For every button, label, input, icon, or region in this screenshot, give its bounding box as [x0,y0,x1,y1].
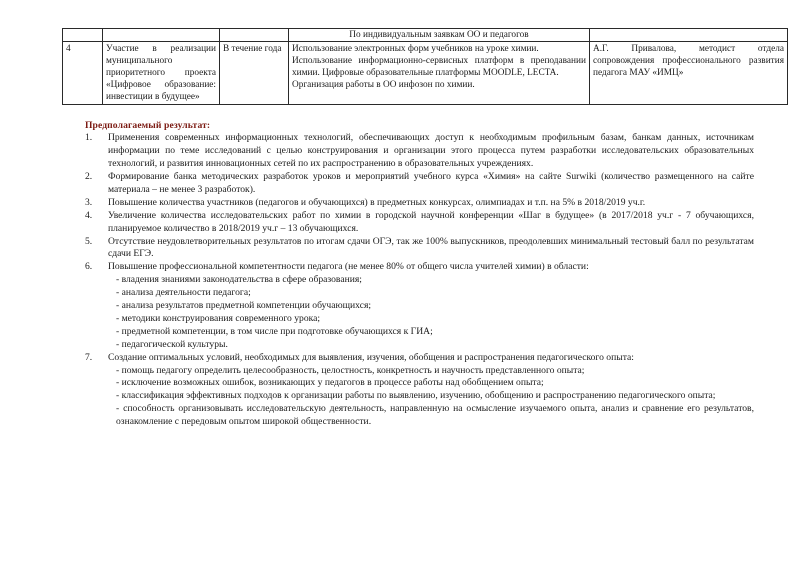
list-item-marker: 4. [85,209,93,221]
list-item-marker: 1. [85,132,93,144]
header-cell-term [220,29,289,42]
description-line: Организация работы в ОО инфозон по химии. [292,80,475,91]
list-item-marker: 5. [85,235,93,247]
sublist-item: - исключение возможных ошибок, возникающих у педагогов в процессе работы над обобщением опыта; [116,377,544,389]
sublist [108,274,754,351]
list-item [85,171,754,197]
list-item [85,261,754,351]
description-line: Использование информационно-сервисных платформ в преподавании химии. Цифровые образовательные платформы MOODLE, LECTA. [292,56,586,79]
list-item-marker: 3. [85,196,93,208]
cell-description [289,42,590,105]
list-item [85,210,754,236]
sublist-item: - владения знаниями законодательства в сфере образования; [116,274,362,286]
header-cell-responsible [590,29,788,42]
header-cell-description: По индивидуальным заявкам ОО и педагогов [289,29,590,42]
list-item-text: Формирование банка методических разработок уроков и мероприятий учебного курса «Химия» на сайте Surwiki (количество размещенного на сайте материала – не менее 3 разработок). [108,171,754,196]
cell-activity-name: Участие в реализации муниципального приоритетного проекта «Цифровое образование: инвестиции в будущее» [103,42,220,105]
list-item-marker: 6. [85,261,93,273]
header-cell-number [63,29,103,42]
sublist-item: - способность организовывать исследовательскую деятельность, направленную на осмысление изучаемого опыта, анализ и сравнение его результатов, ознакомление с передовым опытом широкой общественности. [116,403,754,428]
table-row [63,42,788,105]
expected-results-list [62,132,754,428]
sublist-item: - методики конструирования современного урока; [116,312,321,324]
list-item [85,132,754,171]
description-line: Использование электронных форм учебников на уроке химии. [292,44,539,55]
list-item [85,197,754,210]
cell-row-number: 4 [63,42,103,105]
sublist-item: - педагогической культуры. [116,338,228,350]
list-item-marker: 2. [85,171,93,183]
list-item-text: Создание оптимальных условий, необходимых для выявления, изучения, обобщения и распространения педагогического опыта: [108,351,634,363]
sublist-item: - анализа деятельности педагога; [116,287,251,299]
list-item-text: Повышение профессиональной компетентности педагога (не менее 80% от общего числа учителей химии) в области: [108,261,589,273]
list-item-text: Отсутствие неудовлетворительных результатов по итогам сдачи ОГЭ, так же 100% выпускников, преодолевших минимальный тестовый балл по результатам сдачи ЕГЭ. [108,235,754,260]
sublist-item: - анализа результатов предметной компетенции обучающихся; [116,300,372,312]
header-cell-name [103,29,220,42]
list-item-marker: 7. [85,351,93,363]
sublist [108,365,754,429]
activity-schedule-table [62,28,788,105]
list-item-text: Повышение количества участников (педагогов и обучающихся) в предметных конкурсах, олимпиадах и т.п. на 5% в 2018/2019 уч.г. [108,196,646,208]
list-item [85,236,754,262]
sublist-item: - помощь педагогу определить целесообразность, целостность, конкретность и научность представленного опыта; [116,364,585,376]
list-item-text: Увеличение количества исследовательских работ по химии в городской научной конференции «Шаг в будущее» (в 2017/2018 уч.г - 7 обучающихся, планируемое количество в 2018/2019 уч.г – 13 обучающихся. [108,209,754,234]
expected-result-heading: Предполагаемый результат: [85,120,211,132]
list-item-text: Применения современных информационных технологий, обеспечивающих доступ к необходимым профильным базам, банкам данных, источникам информации по теме исследований с целью конструирования и организации этого процесса путем разработки исследовательских образовательных технологий, и развития инновационных сетей по их распространению в образовательных учреждениях. [108,132,754,170]
table-header-row [63,29,788,42]
sublist-item: - предметной компетенции, в том числе при подготовке обучающихся к ГИА; [116,325,433,337]
cell-term: В течение года [220,42,289,105]
list-item [85,352,754,429]
sublist-item: - классификация эффективных подходов к организации работы по выявлению, изучению, обобщению и распространению педагогического опыта; [116,390,716,402]
cell-responsible: А.Г. Привалова, методист отдела сопровождения профессионального развития педагога МАУ «ИМЦ» [590,42,788,105]
